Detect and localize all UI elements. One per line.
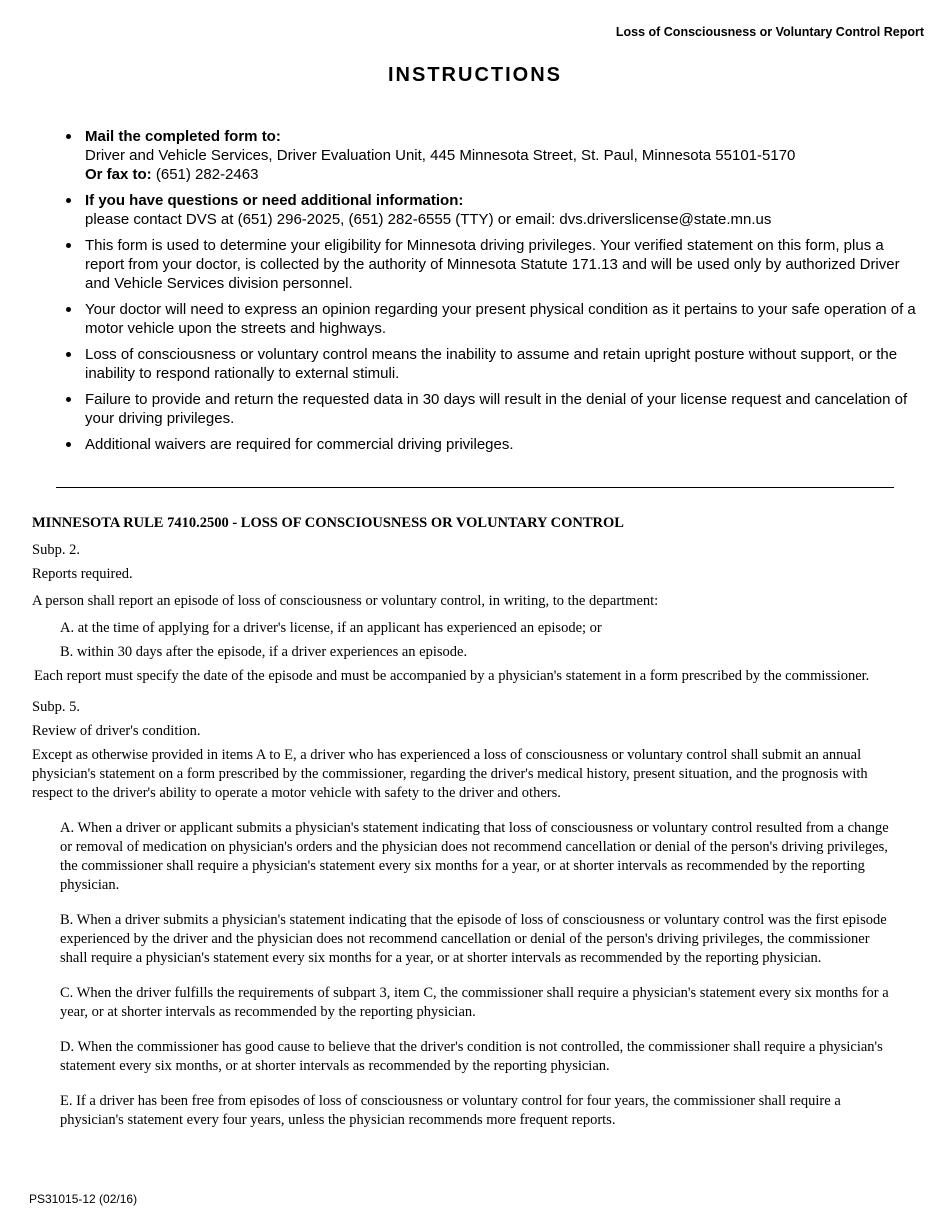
subp2-item-a: A. at the time of applying for a driver's license, if an applicant has experienced an episode; or [60,620,602,636]
subp5-item-b: B. When a driver submits a physician's statement indicating that the episode of loss of consciousness or voluntary control was the first episode experienced by the driver and the physician does not recommend cancellation or denial of the person's driving privileges, the commissioner shall require a physician's statement every six months for a year, or at shorter intervals as recommended by the reporting physician. [60,912,887,966]
subp2-number: Subp. 2. [32,542,80,558]
fax-label: Or fax to: [85,166,152,183]
rule-section [32,514,892,1130]
list-item: Additional waivers are required for commercial driving privileges. [63,435,923,454]
subp5-item-d: D. When the commissioner has good cause to believe that the driver's condition is not controlled, the commissioner shall require a physician's statement every six months, or at shorter intervals as recommended by the reporting physician. [60,1039,883,1074]
list-item: Your doctor will need to express an opinion regarding your present physical condition as it pertains to your safe operation of a motor vehicle upon the streets and highways. [63,300,923,338]
fax-number: (651) 282-2463 [151,166,259,183]
list-item: This form is used to determine your eligibility for Minnesota driving privileges. Your verified statement on this form, plus a report from your doctor, is collected by the authority of Minnesota Statute 171.13 and will be used only by authorized Driver and Vehicle Services division personnel. [63,236,923,293]
mail-label: Mail the completed form to: [85,128,281,145]
rule-title: MINNESOTA RULE 7410.2500 - LOSS OF CONSCIOUSNESS OR VOLUNTARY CONTROL [32,515,624,531]
questions-label: If you have questions or need additional information: [85,192,464,209]
subp5-heading: Review of driver's condition. [32,723,201,739]
list-item [63,127,923,184]
mail-address: Driver and Vehicle Services, Driver Evaluation Unit, 445 Minnesota Street, St. Paul, Minnesota 55101-5170 [85,147,796,164]
subp2-closing: Each report must specify the date of the episode and must be accompanied by a physician's statement in a form prescribed by the commissioner. [34,668,870,684]
list-item: Loss of consciousness or voluntary control means the inability to assume and retain upright posture without support, or the inability to respond rationally to external stimuli. [63,345,923,383]
subp5-item-e: E. If a driver has been free from episodes of loss of consciousness or voluntary control for four years, the commissioner shall require a physician's statement every four years, unless the physician recommends more frequent reports. [60,1093,841,1128]
subp2-heading: Reports required. [32,566,133,582]
instructions-list [63,127,923,461]
list-item: Failure to provide and return the requested data in 30 days will result in the denial of your license request and cancelation of your driving privileges. [63,390,923,428]
subp5-intro: Except as otherwise provided in items A to E, a driver who has experienced a loss of consciousness or voluntary control shall submit an annual physician's statement on a form prescribed by the commissioner, regarding the driver's medical history, present situation, and the prognosis with respect to the driver's ability to operate a motor vehicle with safety to the driver and others. [32,747,868,801]
section-divider [56,487,894,488]
subp5-item-a: A. When a driver or applicant submits a physician's statement indicating that loss of consciousness or voluntary control resulted from a change or removal of medication on physician's orders and the physician does not recommend cancellation or denial of the person's driving privileges, the commissioner shall require a physician's statement every six months for a year, or at shorter intervals as recommended by the reporting physician. [60,820,889,893]
form-id: PS31015-12 (02/16) [29,1192,138,1206]
form-title: Loss of Consciousness or Voluntary Control Report [615,25,924,39]
subp2-item-b: B. within 30 days after the episode, if a driver experiences an episode. [60,644,468,660]
subp2-intro: A person shall report an episode of loss of consciousness or voluntary control, in writing, to the department: [32,593,659,609]
subp5-item-c: C. When the driver fulfills the requirements of subpart 3, item C, the commissioner shall require a physician's statement every six months for a year, or at shorter intervals as recommended by the reporting physician. [60,985,889,1020]
list-item [63,191,923,229]
subp5-number: Subp. 5. [32,699,80,715]
page-heading: INSTRUCTIONS [388,64,562,86]
questions-text: please contact DVS at (651) 296-2025, (651) 282-6555 (TTY) or email: dvs.driverslicense@state.mn.us [85,211,772,228]
